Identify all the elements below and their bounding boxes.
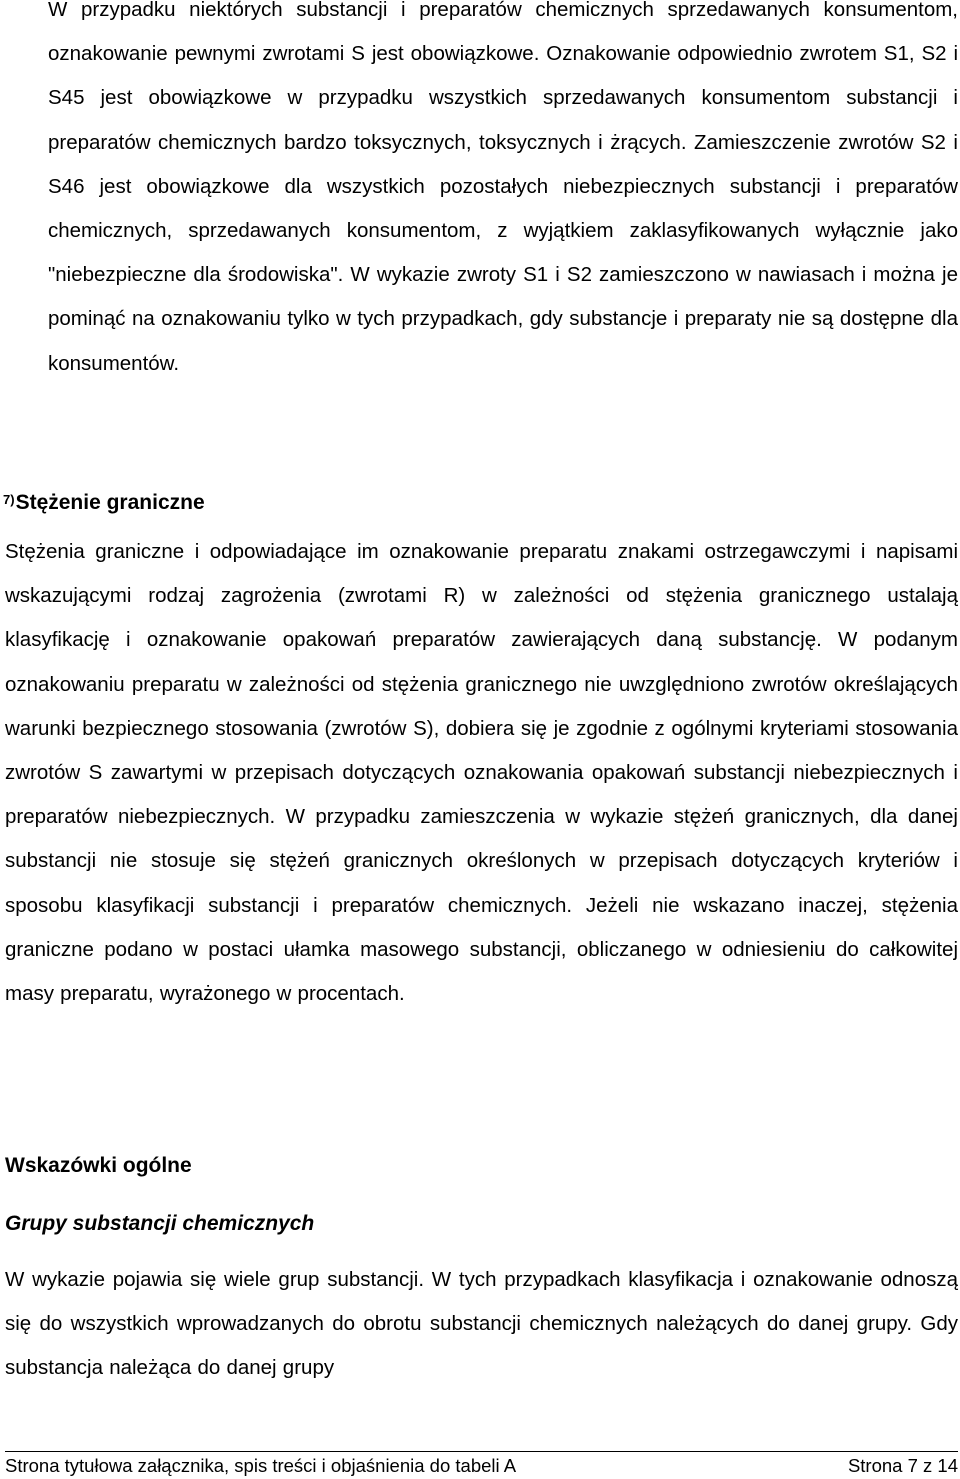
heading-concentration-limits [3,490,205,516]
footer-page-number: Strona 7 z 14 [847,1455,958,1476]
paragraph-concentration-limits: Stężenia graniczne i odpowiadające im oznakowanie preparatu znakami ostrzegawczymi i napisami wskazującymi rodzaj zagrożenia (zwrotami R) w zależności od stężenia granicznego ustalają klasyfikację i oznakowanie opakowań preparatów zawierających daną substancję. W podanym oznakowaniu preparatu w zależności od stężenia granicznego nie uwzględniono zwrotów określających warunki bezpiecznego stosowania (zwrotów S), dobiera się je zgodnie z ogólnymi kryteriami stosowania zwrotów S zawartymi w przepisach dotyczących oznakowania opakowań substancji niebezpiecznych i preparatów niebezpiecznych. W przypadku zamieszczenia w wykazie stężeń granicznych, dla danej substancji nie stosuje się stężeń granicznych określonych w przepisach dotyczących kryteriów i sposobu klasyfikacji substancji i preparatów chemicznych. Jeżeli nie wskazano inaczej, stężenia graniczne podano w postaci ułamka masowego substancji, obliczanego w odniesieniu do całkowitej masy preparatu, wyrażonego w procentach. [5,540,958,1006]
heading-concentration-limits-text: Stężenie graniczne [15,491,205,514]
heading-general-guidance: Wskazówki ogólne [5,1154,192,1177]
footnote-marker: 7) [3,492,15,507]
paragraph-s-phrases: W przypadku niektórych substancji i preparatów chemicznych sprzedawanych konsumentom, oznakowanie pewnymi zwrotami S jest obowiązkowe. Oznakowanie odpowiednio zwrotem S1, S2 i S45 jest obowiązkowe w przypadku wszystkich sprzedawanych konsumentom substancji i preparatów chemicznych bardzo toksycznych, toksycznych i żrących. Zamieszczenie zwrotów S2 i S46 jest obowiązkowe dla wszystkich pozostałych niebezpiecznych substancji i preparatów chemicznych, sprzedawanych konsumentom, z wyjątkiem zaklasyfikowanych wyłącznie jako "niebezpieczne dla środowiska". W wykazie zwroty S1 i S2 zamieszczono w nawiasach i można je pominąć na oznakowaniu tylko w tych przypadkach, gdy substancje i preparaty nie są dostępne dla konsumentów. [48,0,958,375]
page-footer [5,1451,958,1478]
heading-substance-groups: Grupy substancji chemicznych [5,1212,315,1235]
paragraph-substance-groups: W wykazie pojawia się wiele grup substancji. W tych przypadkach klasyfikacja i oznakowanie odnoszą się do wszystkich wprowadzanych do obrotu substancji chemicznych należących do danej grupy. Gdy substancja należąca do danej grupy [5,1268,958,1380]
footer-document-title: Strona tytułowa załącznika, spis treści i objaśnienia do tabeli A [5,1455,517,1476]
